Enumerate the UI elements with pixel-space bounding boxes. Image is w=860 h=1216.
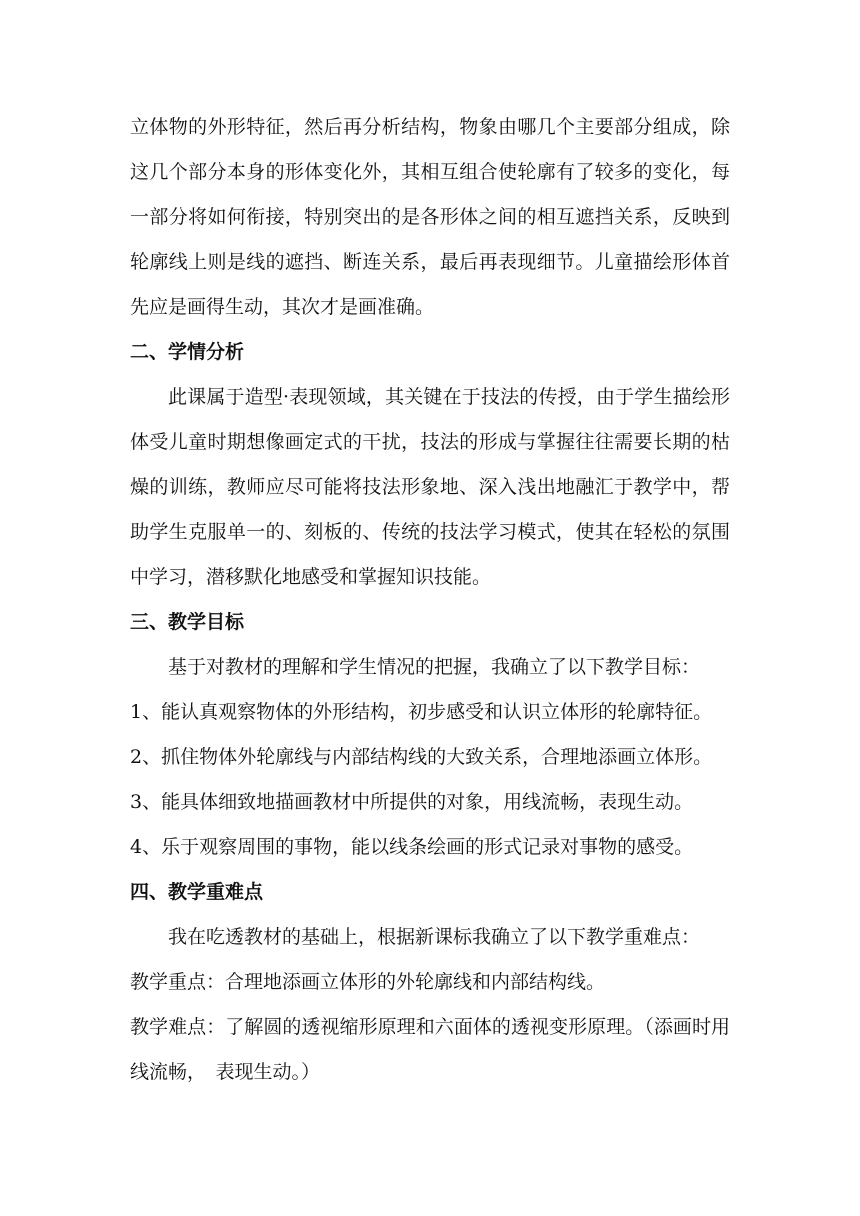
section-heading: 二、学情分析 [130, 341, 245, 363]
goal-item: 4、乐于观察周围的事物，能以线条绘画的形式记录对事物的感受。 [130, 836, 694, 858]
section-teaching-goals [130, 600, 730, 870]
section-intro: 基于对教材的理解和学生情况的把握，我确立了以下教学目标： [168, 656, 701, 678]
section-key-difficult-points [130, 870, 730, 1095]
section-intro: 我在吃透教材的基础上，根据新课标我确立了以下教学重难点： [168, 926, 701, 948]
goal-item: 2、抓住物体外轮廓线与内部结构线的大致关系，合理地添画立体形。 [130, 746, 713, 768]
goal-item: 1、能认真观察物体的外形结构，初步感受和认识立体形的轮廓特征。 [130, 701, 713, 723]
section-heading: 四、教学重难点 [130, 881, 264, 903]
goal-item: 3、能具体细致地描画教材中所提供的对象，用线流畅，表现生动。 [130, 791, 694, 813]
intro-paragraph: 立体物的外形特征，然后再分析结构，物象由哪几个主要部分组成，除这几个部分本身的形体变化外，其相互组合使轮廓有了较多的变化，每一部分将如何衔接，特别突出的是各形体之间的相互遮挡关系，反映到轮廓线上则是线的遮挡、断连关系，最后再表现细节。儿童描绘形体首先应是画得生动，其次才是画准确。 [130, 116, 730, 318]
key-point: 教学重点：合理地添画立体形的外轮廓线和内部结构线。 [130, 971, 606, 993]
difficult-point: 教学难点：了解圆的透视缩形原理和六面体的透视变形原理。（添画时用线流畅， 表现生动。） [130, 1016, 730, 1083]
intro-block [130, 105, 730, 330]
section-body: 此课属于造型·表现领域，其关键在于技法的传授，由于学生描绘形体受儿童时期想像画定式的干扰，技法的形成与掌握往往需要长期的枯燥的训练，教师应尽可能将技法形象地、深入浅出地融汇于教学中，帮助学生克服单一的、刻板的、传统的技法学习模式，使其在轻松的氛围中学习，潜移默化地感受和掌握知识技能。 [130, 386, 730, 588]
section-heading: 三、教学目标 [130, 611, 245, 633]
section-learning-analysis [130, 330, 730, 600]
